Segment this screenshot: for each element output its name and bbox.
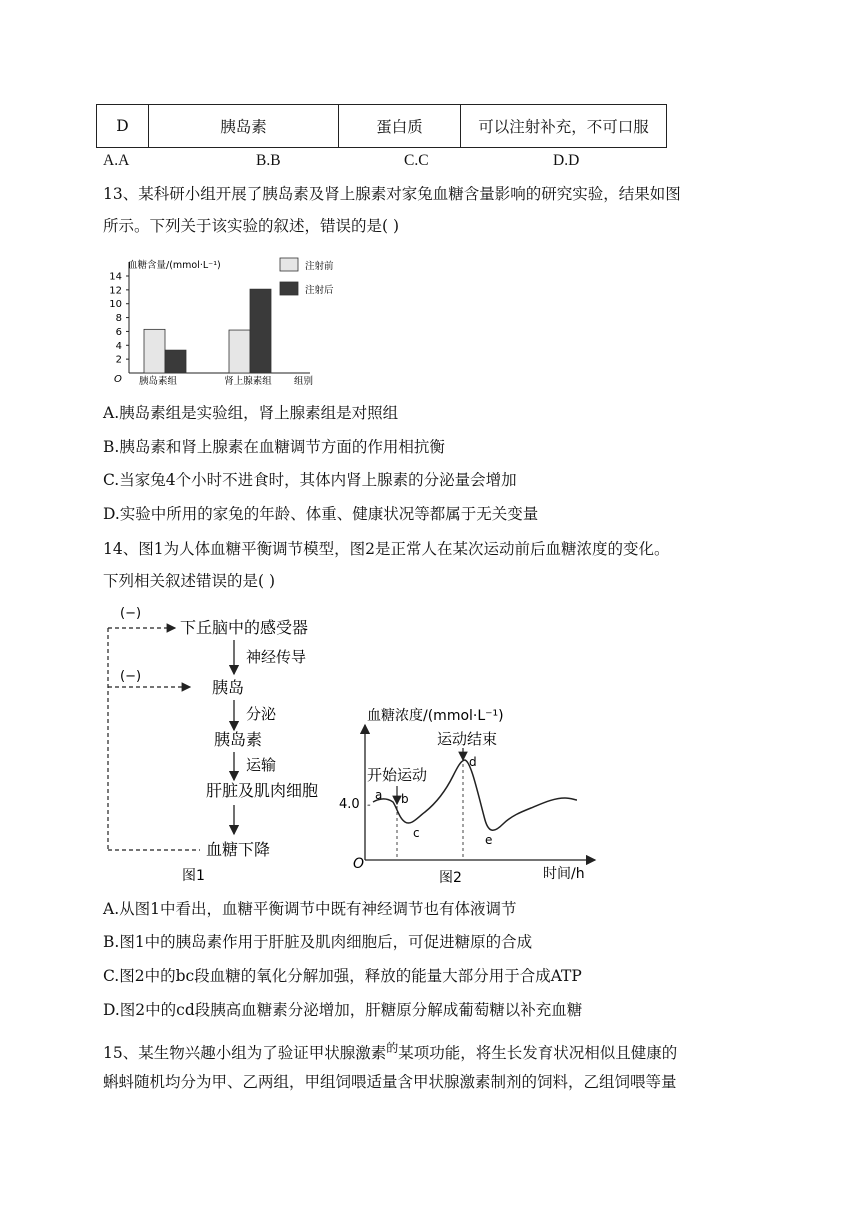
q15-stem-line2: 蝌蚪随机均分为甲、乙两组，甲组饲喂适量含甲状腺激素制剂的饲料，乙组饲喂等量 [103, 1073, 677, 1091]
bar-after [165, 350, 186, 373]
fig2-ytick: 4.0 [339, 797, 360, 812]
node-liver-muscle: 肝脏及肌肉细胞 [206, 781, 319, 800]
chart-xlabel: 组别 [294, 376, 314, 387]
q15-text: 15、某生物兴趣小组为了验证甲状腺激素 [103, 1044, 387, 1063]
category-label: 胰岛素组 [138, 376, 178, 387]
edge-label-nerve: 神经传导 [246, 648, 307, 666]
y-tick-label: 6 [115, 326, 122, 338]
fig2-origin: O [353, 856, 365, 872]
q13-stem-line2: 所示。下列关于该实验的叙述，错误的是( ) [103, 217, 400, 235]
figure1-flow-diagram [100, 600, 360, 888]
point-label-b: b [401, 792, 409, 806]
fig2-ylabel: 血糖浓度/(mmol·L⁻¹) [367, 708, 504, 724]
option-d: D.D [553, 152, 580, 169]
q13-option-a: A.胰岛素组是实验组，肾上腺素组是对照组 [103, 404, 399, 422]
point-label-e: e [485, 833, 493, 847]
q14-stem-line1: 14、图1为人体血糖平衡调节模型，图2是正常人在某次运动前后血糖浓度的变化。 [103, 540, 670, 558]
q14-option-c: C.图2中的bc段血糖的氧化分解加强，释放的能量大部分用于合成ATP [103, 967, 582, 985]
legend-label-after: 注射后 [305, 285, 334, 296]
q14-option-a: A.从图1中看出，血糖平衡调节中既有神经调节也有体液调节 [103, 900, 517, 918]
node-hypothalamus-receptor: 下丘脑中的感受器 [180, 618, 309, 637]
answer-table [96, 104, 667, 148]
q15-stem-line1 [103, 1038, 677, 1063]
q14-stem-line2: 下列相关叙述错误的是( ) [103, 572, 276, 590]
edge-label-secrete: 分泌 [246, 705, 277, 723]
legend-swatch-after [280, 282, 298, 295]
end-exercise-label: 运动结束 [437, 730, 498, 748]
q13-option-d: D.实验中所用的家兔的年龄、体重、健康状况等都属于无关变量 [103, 505, 539, 523]
point-label-a: a [375, 788, 383, 802]
edge-label-transport: 运输 [246, 756, 277, 774]
fig2-xlabel: 时间/h [543, 866, 585, 882]
fig2-ytick-dash: - [367, 800, 371, 811]
q14-option-b: B.图1中的胰岛素作用于肝脏及肌肉细胞后，可促进糖原的合成 [103, 933, 533, 951]
node-insulin: 胰岛素 [214, 730, 263, 749]
negative-feedback-label-2: (−) [120, 669, 142, 684]
y-tick-label: 4 [115, 340, 122, 352]
figure2-glucose-curve [335, 700, 605, 890]
point-label-d: d [469, 755, 477, 769]
category-label: 肾上腺素组 [224, 376, 272, 387]
bar-after [250, 289, 271, 373]
start-exercise-label: 开始运动 [367, 766, 428, 784]
y-tick-label: 2 [115, 354, 122, 366]
q13-stem-line1: 13、某科研小组开展了胰岛素及肾上腺素对家兔血糖含量影响的研究实验，结果如图 [103, 185, 681, 203]
chart-ylabel: 血糖含量/(mmol·L⁻¹) [128, 260, 221, 271]
node-pancreatic-islet: 胰岛 [212, 678, 245, 697]
y-tick-label: 8 [115, 313, 122, 325]
option-c: C.C [404, 152, 429, 169]
q15-text: 某项功能，将生长发育状况相似且健康的 [398, 1044, 678, 1063]
legend-label-before: 注射前 [305, 261, 334, 272]
chart-origin: O [114, 374, 122, 385]
y-tick-label: 10 [109, 299, 122, 311]
table-cell: 胰岛素 [149, 105, 339, 148]
option-a: A.A [103, 152, 130, 169]
q14-option-d: D.图2中的cd段胰高血糖素分泌增加，肝糖原分解成葡萄糖以补充血糖 [103, 1001, 583, 1019]
point-label-c: c [413, 826, 420, 840]
q15-sup: 的 [386, 1041, 399, 1055]
q13-bar-chart [100, 252, 340, 392]
table-cell: 可以注射补充，不可口服 [461, 105, 667, 148]
bar-before [144, 329, 165, 373]
figure2-caption: 图2 [439, 870, 462, 886]
legend-swatch-before [280, 258, 298, 271]
node-blood-glucose-drop: 血糖下降 [206, 840, 271, 859]
table-row [97, 105, 667, 148]
figure1-caption: 图1 [182, 868, 205, 884]
q13-option-b: B.胰岛素和肾上腺素在血糖调节方面的作用相抗衡 [103, 438, 445, 456]
q13-option-c: C.当家兔4个小时不进食时，其体内肾上腺素的分泌量会增加 [103, 471, 517, 489]
table-cell: D [97, 105, 149, 148]
y-tick-label: 12 [109, 285, 122, 297]
negative-feedback-label-1: (−) [120, 606, 142, 621]
table-cell: 蛋白质 [339, 105, 461, 148]
y-tick-label: 14 [109, 271, 122, 283]
option-b: B.B [256, 152, 281, 169]
bar-before [229, 330, 250, 373]
